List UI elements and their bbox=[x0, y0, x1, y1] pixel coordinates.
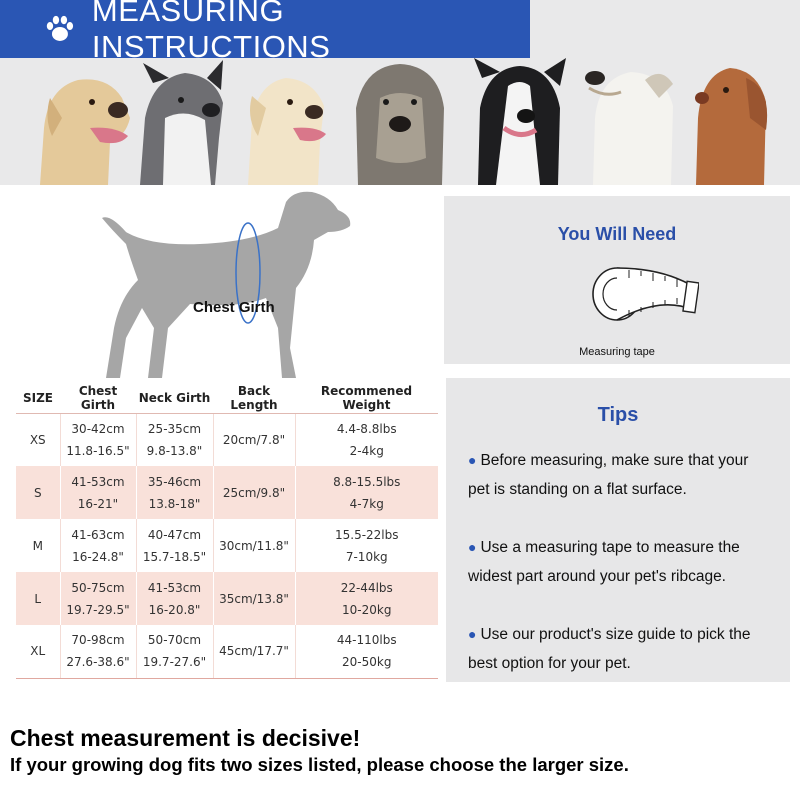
dog-silhouette bbox=[102, 192, 350, 378]
weight-kg: 4-7kg bbox=[349, 496, 384, 511]
back-cell: 20cm/7.8" bbox=[213, 413, 295, 466]
size-cell: XS bbox=[16, 413, 60, 466]
chest-cell bbox=[60, 519, 136, 572]
dog-photo-vizsla bbox=[686, 58, 776, 185]
tip-line: widest part around your pet's ribcage. bbox=[468, 568, 726, 585]
you-will-need-title: You Will Need bbox=[557, 224, 677, 244]
tip-text: Use a measuring tape to measure the bbox=[480, 539, 740, 556]
table-row bbox=[16, 413, 438, 466]
table-header-row bbox=[16, 383, 438, 413]
size-cell: M bbox=[16, 519, 60, 572]
chest-cell bbox=[60, 625, 136, 678]
bullet-icon: ● bbox=[468, 539, 477, 555]
tips-panel bbox=[446, 378, 790, 682]
neck-in: 15.7-18.5" bbox=[142, 549, 207, 564]
neck-cell bbox=[136, 519, 213, 572]
bullet-icon: ● bbox=[468, 626, 477, 642]
tip-line: pet is standing on a flat surface. bbox=[468, 481, 687, 498]
chest-cm: 41-53cm bbox=[71, 474, 125, 489]
paw-icon bbox=[44, 13, 76, 45]
neck-cell bbox=[136, 413, 213, 466]
tip-item bbox=[468, 533, 788, 591]
dog-photo-labrador bbox=[30, 58, 135, 185]
chest-cm: 30-42cm bbox=[71, 421, 125, 436]
tip-item bbox=[468, 620, 788, 678]
header-neck-girth: Neck Girth bbox=[136, 383, 213, 413]
neck-in: 19.7-27.6" bbox=[142, 655, 207, 670]
bullet-icon: ● bbox=[468, 452, 477, 468]
weight-cell bbox=[295, 519, 438, 572]
header-size: SIZE bbox=[16, 383, 60, 413]
size-cell: XL bbox=[16, 625, 60, 678]
neck-cell bbox=[136, 625, 213, 678]
weight-lbs: 8.8-15.5lbs bbox=[333, 474, 401, 489]
chest-cell bbox=[60, 572, 136, 625]
back-cell: 35cm/13.8" bbox=[213, 572, 295, 625]
tips-title: Tips bbox=[597, 404, 639, 426]
chest-in: 16-24.8" bbox=[72, 549, 124, 564]
size-cell: L bbox=[16, 572, 60, 625]
dog-photos bbox=[0, 58, 800, 185]
dog-photo-border-collie bbox=[470, 58, 570, 185]
neck-cm: 35-46cm bbox=[147, 474, 202, 489]
weight-kg: 2-4kg bbox=[349, 443, 384, 458]
back-cell: 25cm/9.8" bbox=[213, 466, 295, 519]
header-weight: Recommened Weight bbox=[295, 383, 438, 413]
header-back-length: Back Length bbox=[213, 383, 295, 413]
neck-cm: 40-47cm bbox=[147, 527, 202, 542]
dog-photo-terrier bbox=[575, 58, 685, 185]
dog-photo-retriever bbox=[238, 58, 333, 185]
weight-cell bbox=[295, 572, 438, 625]
chest-cm: 41-63cm bbox=[71, 527, 125, 542]
weight-kg: 10-20kg bbox=[342, 602, 392, 617]
you-will-need-panel bbox=[444, 196, 790, 364]
tip-line bbox=[468, 533, 788, 562]
chest-girth-label: Chest Girth bbox=[193, 299, 275, 316]
neck-cm: 25-35cm bbox=[147, 421, 202, 436]
size-cell: S bbox=[16, 466, 60, 519]
larger-size-note: If your growing dog fits two sizes listed, please choose the larger size. bbox=[10, 754, 629, 775]
chest-in: 16-21" bbox=[77, 496, 119, 511]
neck-in: 16-20.8" bbox=[148, 602, 201, 617]
chest-cell bbox=[60, 466, 136, 519]
page-title: MEASURING INSTRUCTIONS bbox=[91, 0, 331, 64]
measuring-tape-label: Measuring tape bbox=[579, 346, 655, 358]
chest-in: 19.7-29.5" bbox=[66, 602, 130, 617]
table-row bbox=[16, 519, 438, 572]
dog-silhouette-diagram bbox=[90, 188, 360, 383]
tip-line: best option for your pet. bbox=[468, 655, 631, 672]
chest-cm: 50-75cm bbox=[71, 580, 125, 595]
table-row bbox=[16, 625, 438, 678]
dog-photo-aussie bbox=[135, 58, 230, 185]
chest-in: 27.6-38.6" bbox=[66, 655, 130, 670]
weight-cell bbox=[295, 466, 438, 519]
neck-cell bbox=[136, 466, 213, 519]
chest-in: 11.8-16.5" bbox=[66, 443, 130, 458]
back-cell: 30cm/11.8" bbox=[213, 519, 295, 572]
neck-in: 13.8-18" bbox=[148, 496, 201, 511]
size-chart-table bbox=[16, 383, 438, 679]
table-row bbox=[16, 572, 438, 625]
tip-line bbox=[468, 446, 788, 475]
measuring-tape-icon bbox=[589, 258, 699, 340]
neck-cm: 50-70cm bbox=[147, 633, 202, 648]
weight-lbs: 44-110lbs bbox=[336, 633, 397, 648]
weight-cell bbox=[295, 413, 438, 466]
header-banner bbox=[0, 0, 800, 185]
decisive-headline: Chest measurement is decisive! bbox=[10, 725, 361, 751]
tip-item bbox=[468, 446, 788, 504]
neck-cell bbox=[136, 572, 213, 625]
weight-kg: 7-10kg bbox=[345, 549, 388, 564]
weight-cell bbox=[295, 625, 438, 678]
neck-in: 9.8-13.8" bbox=[146, 443, 203, 458]
weight-lbs: 15.5-22lbs bbox=[334, 527, 399, 542]
tip-text: Use our product's size guide to pick the bbox=[480, 626, 751, 643]
back-cell: 45cm/17.7" bbox=[213, 625, 295, 678]
chest-cell bbox=[60, 413, 136, 466]
table-row bbox=[16, 466, 438, 519]
chest-cm: 70-98cm bbox=[71, 633, 125, 648]
tip-line bbox=[468, 620, 788, 649]
title-bar bbox=[0, 0, 530, 64]
tip-text: Before measuring, make sure that your bbox=[480, 452, 749, 469]
weight-lbs: 22-44lbs bbox=[340, 580, 393, 595]
dog-photo-wolfhound bbox=[350, 58, 450, 185]
neck-cm: 41-53cm bbox=[147, 580, 202, 595]
weight-lbs: 4.4-8.8lbs bbox=[336, 421, 397, 436]
header-chest-girth: Chest Girth bbox=[60, 383, 136, 413]
weight-kg: 20-50kg bbox=[342, 655, 392, 670]
